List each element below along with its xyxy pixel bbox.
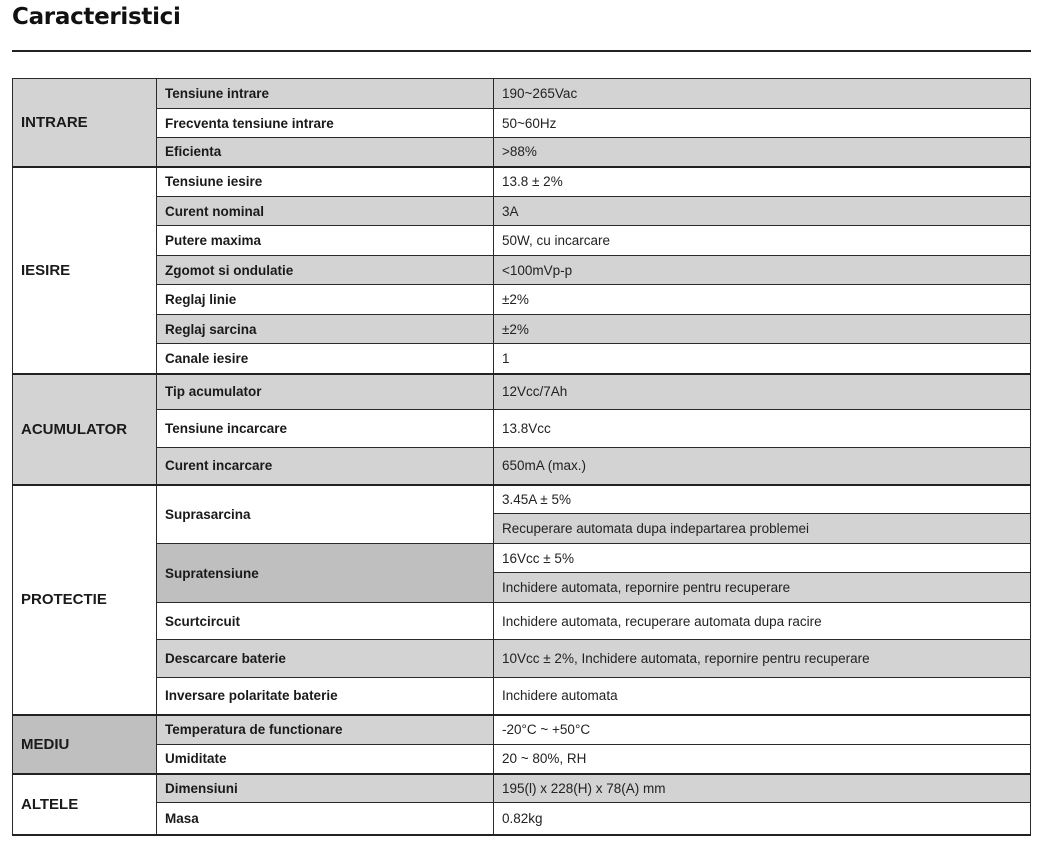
spec-value: 190~265Vac	[494, 79, 1031, 109]
spec-label: Dimensiuni	[157, 774, 494, 803]
spec-value: Inchidere automata	[494, 678, 1031, 715]
spec-label: Scurtcircuit	[157, 603, 494, 640]
spec-label: Putere maxima	[157, 226, 494, 256]
section-acumulator: ACUMULATOR	[13, 374, 157, 485]
title-divider	[12, 50, 1031, 52]
spec-label: Tip acumulator	[157, 374, 494, 410]
spec-value: 20 ~ 80%, RH	[494, 745, 1031, 774]
spec-value-detail: Inchidere automata, repornire pentru recuperare	[494, 573, 1031, 603]
spec-value: 50W, cu incarcare	[494, 226, 1031, 256]
spec-value: >88%	[494, 138, 1031, 167]
page-title: Caracteristici	[12, 4, 181, 30]
spec-value: ±2%	[494, 315, 1031, 344]
section-protectie: PROTECTIE	[13, 485, 157, 715]
spec-value: 3.45A ± 5%	[494, 485, 1031, 514]
spec-label: Inversare polaritate baterie	[157, 678, 494, 715]
spec-label: Umiditate	[157, 745, 494, 774]
section-altele: ALTELE	[13, 774, 157, 835]
spec-value: 13.8 ± 2%	[494, 167, 1031, 197]
spec-label: Zgomot si ondulatie	[157, 256, 494, 285]
spec-label: Reglaj sarcina	[157, 315, 494, 344]
spec-label: Descarcare baterie	[157, 640, 494, 678]
spec-value: 3A	[494, 197, 1031, 226]
spec-value: 16Vcc ± 5%	[494, 544, 1031, 573]
spec-label: Frecventa tensiune intrare	[157, 109, 494, 138]
spec-value: 650mA (max.)	[494, 448, 1031, 485]
spec-label: Temperatura de functionare	[157, 715, 494, 745]
spec-label: Suprasarcina	[157, 485, 494, 544]
spec-label: Curent nominal	[157, 197, 494, 226]
spec-label: Tensiune intrare	[157, 79, 494, 109]
spec-label: Eficienta	[157, 138, 494, 167]
spec-value-detail: Recuperare automata dupa indepartarea problemei	[494, 514, 1031, 544]
spec-label: Supratensiune	[157, 544, 494, 603]
spec-value: 12Vcc/7Ah	[494, 374, 1031, 410]
spec-label: Masa	[157, 803, 494, 835]
section-iesire: IESIRE	[13, 167, 157, 374]
spec-value: 50~60Hz	[494, 109, 1031, 138]
spec-label: Tensiune incarcare	[157, 410, 494, 448]
spec-value: <100mVp-p	[494, 256, 1031, 285]
spec-value: ±2%	[494, 285, 1031, 315]
specifications-table	[12, 78, 1031, 836]
spec-label: Reglaj linie	[157, 285, 494, 315]
section-intrare: INTRARE	[13, 79, 157, 167]
spec-value: -20°C ~ +50°C	[494, 715, 1031, 745]
spec-value: 195(l) x 228(H) x 78(A) mm	[494, 774, 1031, 803]
spec-label: Canale iesire	[157, 344, 494, 374]
spec-value: Inchidere automata, recuperare automata dupa racire	[494, 603, 1031, 640]
section-mediu: MEDIU	[13, 715, 157, 774]
spec-value: 13.8Vcc	[494, 410, 1031, 448]
spec-value: 1	[494, 344, 1031, 374]
spec-value: 10Vcc ± 2%, Inchidere automata, repornire pentru recuperare	[494, 640, 1031, 678]
spec-label: Curent incarcare	[157, 448, 494, 485]
spec-value: 0.82kg	[494, 803, 1031, 835]
spec-label: Tensiune iesire	[157, 167, 494, 197]
